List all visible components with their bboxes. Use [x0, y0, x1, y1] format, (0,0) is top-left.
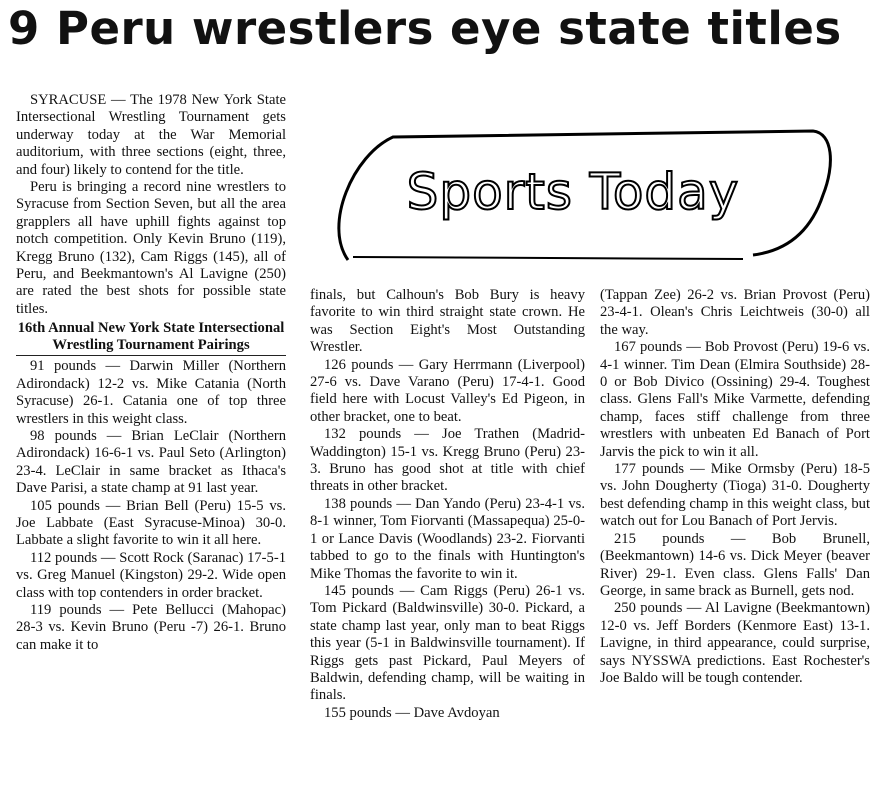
weight-class-155-continued: (Tappan Zee) 26-2 vs. Brian Provost (Peru) 23-4-1. Olean's Chris Leichtweis (30-0) all the way.	[600, 287, 870, 338]
weight-class-177: 177 pounds — Mike Ormsby (Peru) 18-5 vs. John Dougherty (Tioga) 31-0. Dougherty best defending champ in this weight class, but watch out for Lou Banach of Port Jervis.	[600, 461, 870, 530]
sports-today-logo	[313, 125, 833, 265]
weight-class-105: 105 pounds — Brian Bell (Peru) 15-5 vs. Joe Labbate (East Syracuse-Minoa) 30-0. Labbate a slight favorite to win it all here.	[16, 497, 286, 549]
weight-class-167: 167 pounds — Bob Provost (Peru) 19-6 vs. 4-1 winner. Tim Dean (Elmira Southside) 28-0 or Bob Divico (Ossining) 29-4. Toughest class. Glens Fall's Mike Varmette, defending champ, faces stiff challenge from three wrestlers with unbeaten Ed Banach of Port Jarvis the pick to win it all.	[600, 339, 870, 460]
weight-class-112: 112 pounds — Scott Rock (Saranac) 17-5-1 vs. Greg Manuel (Kingston) 29-2. Wide open class with top contenders in order bracket.	[16, 549, 286, 601]
weight-class-119: 119 pounds — Pete Bellucci (Mahopac) 28-3 vs. Kevin Bruno (Peru -7) 26-1. Bruno can make it to	[16, 601, 286, 653]
weight-class-215: 215 pounds — Bob Brunell, (Beekmantown) 14-6 vs. Dick Meyer (beaver River) 29-1. Even class. Glens Falls' Dan George, in same brack as Burnell, gets nod.	[600, 530, 870, 599]
pairings-subhead: 16th Annual New York State Intersectional Wrestling Tournament Pairings	[17, 320, 285, 354]
intro-paragraph-2: Peru is bringing a record nine wrestlers to Syracuse from Section Seven, but all the area grapplers all have uphill fights against top notch competition. Only Kevin Bruno (119), Kregg Bruno (132), Cam Riggs (145), all of Peru, and Beekmantown's Al Lavigne (250) are rated the best shots for possible state titles.	[16, 179, 286, 317]
weight-class-98: 98 pounds — Brian LeClair (Northern Adirondack) 16-6-1 vs. Paul Seto (Arlington) 23-4. LeClair in same bracket as Ithaca's Dave Parisi, a state champ at 91 last year.	[16, 427, 286, 497]
intro-paragraph-1: SYRACUSE — The 1978 New York State Intersectional Wrestling Tournament gets underway today at the War Memorial auditorium, with three sections (eight, three, and four) likely to contend for the title.	[16, 92, 286, 178]
weight-class-138: 138 pounds — Dan Yando (Peru) 23-4-1 vs. 8-1 winner, Tom Fiorvanti (Massapequa) 25-0-1 or Lance Davis (Woodlands) 23-2. Fiorvanti tabbed to go to the finals with Huntington's Mike Thomas the favorite to win it.	[310, 495, 585, 582]
intro-column	[16, 92, 286, 654]
weight-class-132: 132 pounds — Joe Trathen (Madrid-Waddington) 15-1 vs. Kregg Bruno (Peru) 23-3. Bruno has good shot at title with chief threats in other bracket.	[310, 426, 585, 495]
sports-today-title: Sports Today	[406, 163, 740, 221]
weight-class-155: 155 pounds — Dave Avdoyan	[324, 704, 500, 721]
subhead-rule	[16, 355, 286, 356]
weight-class-126: 126 pounds — Gary Herrmann (Liverpool) 27-6 vs. Dave Varano (Peru) 17-4-1. Good field here with Locust Valley's Ed Pigeon, in other bracket, one to beat.	[310, 356, 585, 425]
column-3	[600, 287, 870, 687]
weight-class-91: 91 pounds — Darwin Miller (Northern Adirondack) 12-2 vs. Mike Catania (North Syracuse) 26-1. Catania one of top three wrestlers in this weight class.	[16, 358, 286, 427]
weight-class-119-continued: finals, but Calhoun's Bob Bury is heavy favorite to win third straight state crown. He was Section Eight's Most Outstanding Wrestler.	[310, 287, 585, 356]
headline: 9 Peru wrestlers eye state titles	[8, 2, 842, 55]
weight-class-250: 250 pounds — Al Lavigne (Beekmantown) 12-0 vs. Jeff Borders (Kenmore East) 13-1. Lavigne, in third appearance, could surprise, says NYSSWA predictions. East Rochester's Joe Baldo will be tough contender.	[600, 600, 870, 686]
weight-class-145: 145 pounds — Cam Riggs (Peru) 26-1 vs. Tom Pickard (Baldwinsville) 30-0. Pickard, a state champ last year, only man to beat Riggs this year (5-1 in Baldwinsville tournament). If Riggs gets past Pickard, Paul Meyers of Baldwin, defending champ, will be waiting in finals.	[310, 582, 585, 704]
column-2	[310, 287, 585, 722]
